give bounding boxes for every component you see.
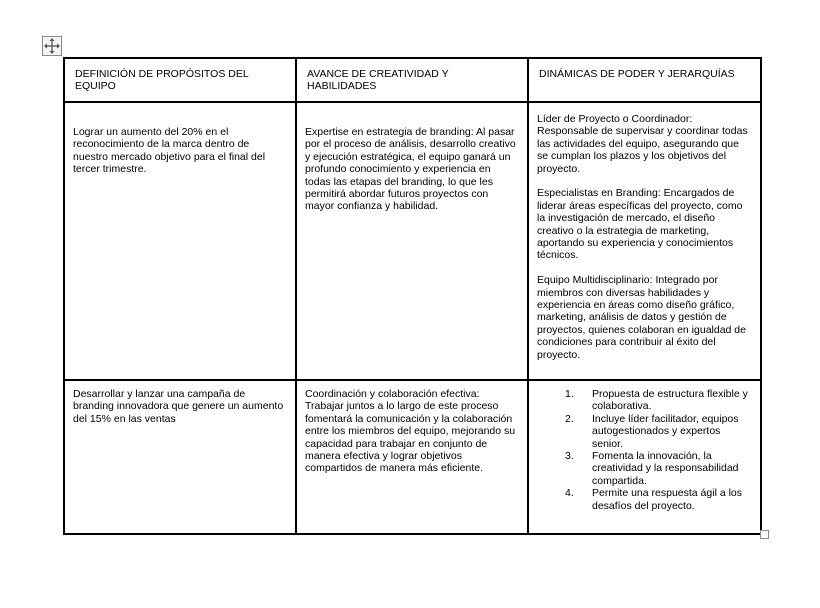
list-item: Permite una respuesta ágil a los desafíos del proyecto. [592, 487, 742, 512]
table-move-handle[interactable] [42, 36, 62, 56]
role-paragraph-specialists: Especialistas en Branding: Encargados de liderar áreas específicas del proyecto, como la investigación de mercado, el diseño creativo o la estrategia de marketing, aportando su experiencia y conocimientos técnicos. [537, 187, 743, 262]
dynamics-cell[interactable] [528, 102, 761, 380]
header-cell-dynamics[interactable]: DINÁMICAS DE PODER Y JERARQUÍAS [528, 58, 761, 102]
table-resize-handle[interactable] [760, 530, 769, 539]
creativity-cell[interactable]: Expertise en estrategia de branding: Al pasar por el proceso de análisis, desarrollo creativo y ejecución estratégica, el equipo ganará un profundo conocimiento y experiencia en todas las etapas del branding, lo que les permitirá abordar futuros proyectos con mayor confianza y habilidad. [296, 102, 528, 380]
purpose-cell[interactable]: Lograr un aumento del 20% en el reconocimiento de la marca dentro de nuestro mercado objetivo para el final del tercer trimestre. [64, 102, 296, 380]
purpose-cell[interactable]: Desarrollar y lanzar una campaña de branding innovadora que genere un aumento del 15% en las ventas [64, 380, 296, 534]
dynamics-cell[interactable] [528, 380, 761, 534]
creativity-cell[interactable]: Coordinación y colaboración efectiva: Trabajar juntos a lo largo de este proceso fomentará la comunicación y la colaboración entre los miembros del equipo, mejorando su capacidad para trabajar en conjunto de manera efectiva y lograr objetivos compartidos de manera más eficiente. [296, 380, 528, 534]
team-planning-table [63, 57, 762, 535]
table-row [64, 380, 761, 534]
move-arrows-icon [43, 37, 61, 55]
numbered-list [537, 388, 752, 512]
header-row [64, 58, 761, 102]
header-cell-purpose[interactable]: DEFINICIÓN DE PROPÓSITOS DEL EQUIPO [64, 58, 296, 102]
header-cell-creativity[interactable]: AVANCE DE CREATIVIDAD Y HABILIDADES [296, 58, 528, 102]
list-item: Fomenta la innovación, la creatividad y la responsabilidad compartida. [592, 450, 739, 487]
list-item: Incluye líder facilitador, equipos autogestionados y expertos senior. [592, 412, 739, 450]
role-paragraph-team: Equipo Multidisciplinario: Integrado por miembros con diversas habilidades y experiencia en áreas como diseño gráfico, marketing, análisis de datos y gestión de proyectos, quienes colaboran en igualdad de condiciones para contribuir al éxito del proyecto. [537, 274, 746, 361]
table-row [64, 102, 761, 380]
list-item: Propuesta de estructura flexible y colaborativa. [592, 388, 748, 413]
role-paragraph-leader: Líder de Proyecto o Coordinador: Responsable de supervisar y coordinar todas las actividades del equipo, asegurando que se cumplan los plazos y los objetivos del proyecto. [537, 113, 748, 175]
